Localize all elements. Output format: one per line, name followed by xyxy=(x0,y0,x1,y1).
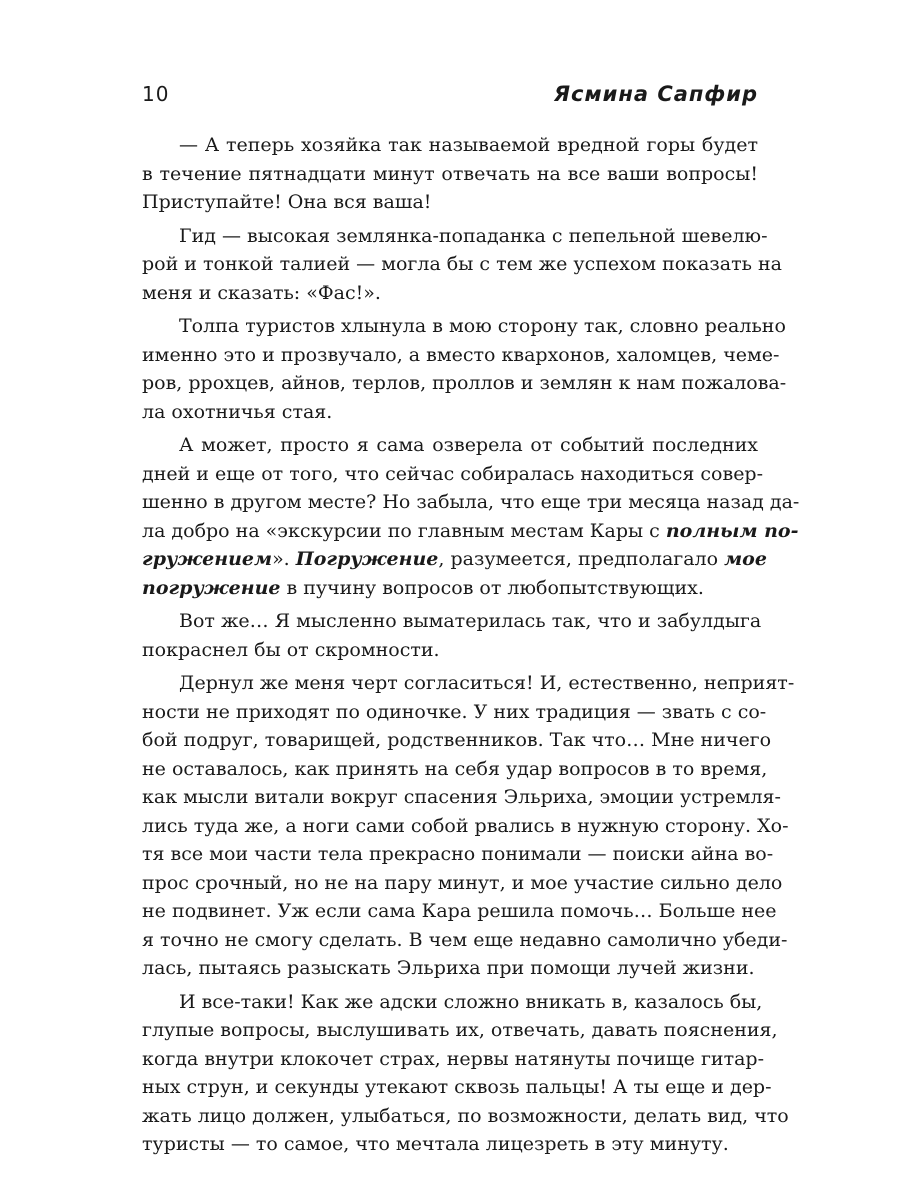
text-line xyxy=(142,1073,772,1102)
text-segment: меня и сказать: «Фас!». xyxy=(142,281,381,304)
text-line xyxy=(142,398,758,427)
text-line xyxy=(142,869,783,898)
text-segment: тя все мои части тела прекрасно понимали — поиски айна во- xyxy=(142,843,774,865)
text-segment: я точно не смогу сделать. В чем еще недавно самолично убеди- xyxy=(142,928,788,951)
text-segment: дней и еще от того, что сейчас собиралась находиться совер- xyxy=(142,462,764,485)
body-text xyxy=(142,131,800,1164)
text-line xyxy=(142,250,783,279)
paragraph xyxy=(142,669,795,983)
text-segment: ных струн, и секунды утекают сквозь пальцы! А ты еще и дер- xyxy=(142,1076,772,1098)
emphasis-text: погружение xyxy=(142,576,281,599)
text-line xyxy=(142,574,758,603)
text-line xyxy=(142,369,787,398)
text-line xyxy=(142,160,758,189)
text-line xyxy=(142,783,781,812)
text-line xyxy=(142,926,788,955)
paragraph xyxy=(142,131,758,217)
page-number: 10 xyxy=(142,82,170,106)
paragraph xyxy=(142,607,762,664)
text-segment: как мысли витали вокруг спасения Эльриха, эмоции устремля- xyxy=(142,786,781,808)
text-line xyxy=(142,840,774,869)
text-segment: лась, пытаясь разыскать Эльриха при помощи лучей жизни. xyxy=(142,957,755,979)
text-line xyxy=(142,954,758,983)
text-segment: рой и тонкой талией — могла бы с тем же успехом показать на xyxy=(142,253,783,275)
text-segment: покраснел бы от скромности. xyxy=(142,638,440,661)
page-header xyxy=(142,82,758,112)
text-line xyxy=(142,1016,778,1045)
text-line xyxy=(142,636,758,665)
text-segment: глупые вопросы, выслушивать их, отвечать, давать пояснения, xyxy=(142,1019,778,1041)
text-segment: когда внутри клокочет страх, нервы натянуты почище гитар- xyxy=(142,1047,764,1070)
text-segment: ров, ррохцев, айнов, терлов, проллов и землян к нам пожалова- xyxy=(142,372,787,394)
paragraph xyxy=(142,988,789,1159)
text-segment: в течение пятнадцати минут отвечать на все ваши вопросы! xyxy=(142,162,758,185)
text-segment: прос срочный, но не на пару минут, и мое участие сильно дело xyxy=(142,871,783,894)
text-line xyxy=(142,1045,764,1074)
text-line xyxy=(142,726,772,755)
text-segment: не оставалось, как принять на себя удар вопросов в то время, xyxy=(142,757,768,780)
text-line xyxy=(142,1130,758,1159)
emphasis-text: Погружение xyxy=(295,548,439,570)
text-line xyxy=(142,312,786,341)
emphasis-text: полным по- xyxy=(665,519,799,542)
text-segment: именно это и прозвучало, а вместо квархонов, халомцев, чеме- xyxy=(142,343,780,366)
text-line xyxy=(142,897,777,926)
text-line xyxy=(142,669,795,698)
text-line xyxy=(142,460,764,489)
paragraph xyxy=(142,431,800,602)
text-segment: в пучину вопросов от любопытствующих. xyxy=(280,576,704,599)
text-line xyxy=(142,607,762,636)
text-segment: Приступайте! Она вся ваша! xyxy=(142,191,432,213)
text-line xyxy=(142,812,789,841)
text-line xyxy=(142,755,768,784)
text-segment: бой подруг, товарищей, родственников. Так что… Мне ничего xyxy=(142,729,772,751)
text-segment: ла охотничья стая. xyxy=(142,400,333,423)
text-segment: ности не приходят по одиночке. У них традиция — звать с со- xyxy=(142,700,767,723)
text-segment: А может, просто я сама озверела от событий последних xyxy=(179,434,758,456)
text-segment: Вот же… Я мысленно выматерилась так, что и забулдыга xyxy=(179,610,762,632)
text-line xyxy=(142,222,768,251)
text-segment: — А теперь хозяйка так называемой вредной горы будет xyxy=(179,134,758,156)
emphasis-text: гружением xyxy=(142,548,273,570)
text-line xyxy=(142,517,799,546)
text-segment: туристы — то самое, что мечтала лицезреть в эту минуту. xyxy=(142,1133,729,1155)
text-segment: ла добро на «экскурсии по главным местам Кары с xyxy=(142,519,666,542)
text-segment: , разумеется, предполагало xyxy=(438,548,725,570)
text-segment: не подвинет. Уж если сама Кара решила помочь… Больше нее xyxy=(142,900,777,922)
text-line xyxy=(142,1102,789,1131)
text-segment: лись туда же, а ноги сами собой рвались в нужную сторону. Хо- xyxy=(142,814,789,837)
text-segment: Толпа туристов хлынула в мою сторону так, словно реально xyxy=(179,315,786,337)
text-line xyxy=(142,341,780,370)
text-segment: Гид — высокая землянка-попаданка с пепельной шевелю- xyxy=(179,224,768,247)
text-segment: И все-таки! Как же адски сложно вникать в, казалось бы, xyxy=(179,990,763,1013)
text-line xyxy=(142,131,758,160)
text-segment: Дернул же меня черт согласиться! И, естественно, неприят- xyxy=(179,672,795,694)
text-line xyxy=(142,698,767,727)
text-line xyxy=(142,188,758,217)
text-segment: жать лицо должен, улыбаться, по возможности, делать вид, что xyxy=(142,1104,789,1127)
emphasis-text: мое xyxy=(724,548,767,570)
text-segment: ». xyxy=(272,548,296,570)
text-line xyxy=(142,988,763,1017)
paragraph xyxy=(142,312,787,426)
text-line xyxy=(142,279,758,308)
text-segment: шенно в другом месте? Но забыла, что еще три месяца назад да- xyxy=(142,491,800,513)
text-line xyxy=(142,545,767,574)
paragraph xyxy=(142,222,783,308)
text-line xyxy=(142,431,758,460)
text-line xyxy=(142,488,800,517)
running-head-author: Ясмина Сапфир xyxy=(553,82,758,106)
